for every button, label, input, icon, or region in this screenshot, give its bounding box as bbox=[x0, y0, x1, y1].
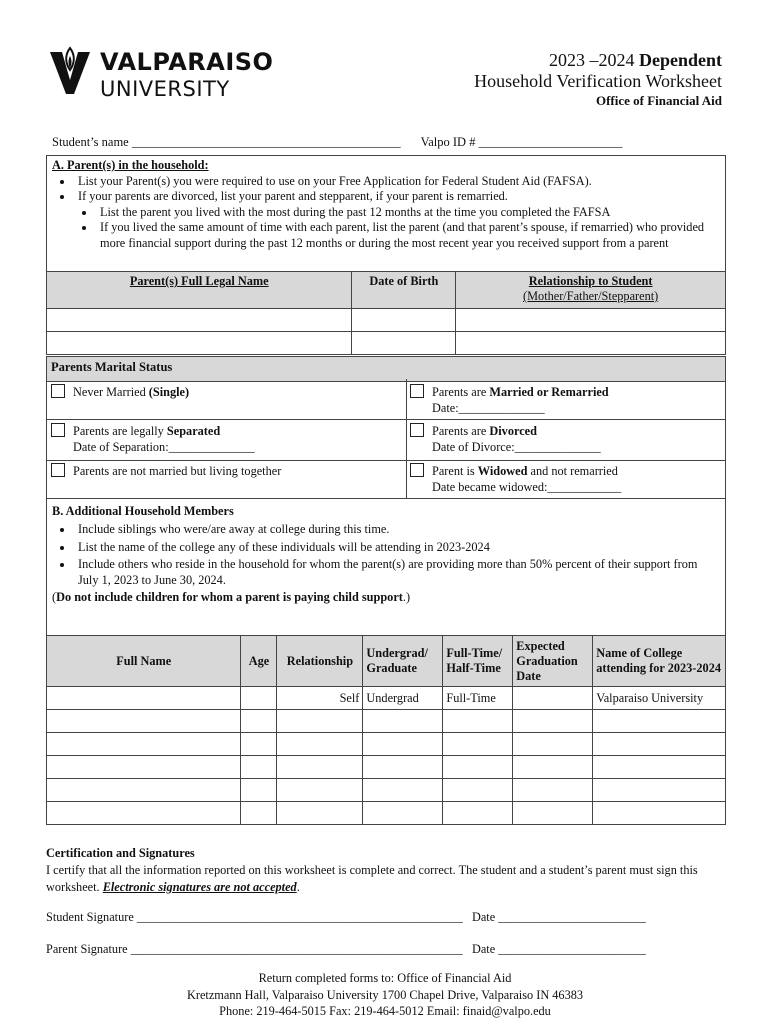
parent-dob-cell[interactable] bbox=[352, 309, 456, 332]
option-never-married: Never Married (Single) bbox=[51, 384, 189, 401]
marital-status-section bbox=[46, 356, 726, 499]
parents-table bbox=[46, 271, 726, 355]
married-date-field[interactable]: Date:______________ bbox=[432, 400, 545, 415]
list-item: • List the parent you lived with the most during the past 12 months at the time you completed the FAFSA bbox=[96, 205, 720, 221]
table-row bbox=[47, 332, 726, 355]
option-living-together: Parents are not married but living together bbox=[51, 463, 281, 480]
title-year: 2023 –2024 bbox=[548, 50, 639, 70]
member-relationship-cell[interactable]: Self bbox=[277, 687, 363, 710]
parent-dob-cell[interactable] bbox=[352, 332, 456, 355]
footer bbox=[0, 970, 770, 1020]
title-worksheet: Household Verification Worksheet bbox=[474, 70, 722, 91]
footer-line-2: Kretzmann Hall, Valparaiso University 1700 Chapel Drive, Valparaiso IN 46383 bbox=[186, 987, 584, 1002]
list-item: • If your parents are divorced, list your parent and stepparent, if your parent is remarried. bbox=[74, 189, 720, 205]
logo-line-1: VALPARAISO bbox=[100, 48, 274, 76]
separated-checkbox[interactable] bbox=[51, 423, 65, 437]
list-item: • If you lived the same amount of time with each parent, list the parent (and that parent’s spouse, if remarried) who provided more financial support during the past 12 months or during the most recent year you received support from a parent bbox=[96, 220, 720, 251]
never-married-checkbox[interactable] bbox=[51, 384, 65, 398]
column-header-dob: Date of Birth bbox=[352, 272, 456, 309]
section-a-sub-bullets bbox=[52, 205, 720, 252]
valpo-id-field[interactable]: Valpo ID # _______________________ bbox=[420, 135, 623, 149]
divorced-checkbox[interactable] bbox=[410, 423, 424, 437]
student-date-field[interactable]: Date ________________________ bbox=[471, 910, 646, 924]
divider bbox=[406, 419, 726, 420]
list-item: • List the name of the college any of these individuals will be attending in 2023-2024 bbox=[74, 538, 720, 556]
footer-line-1: Return completed forms to: Office of Financial Aid bbox=[258, 971, 512, 985]
section-b-note: (Do not include children for whom a parent is paying child support.) bbox=[52, 590, 411, 604]
column-header-level: Undergrad/ Graduate bbox=[363, 636, 443, 687]
member-name-cell[interactable] bbox=[47, 687, 241, 710]
table-row bbox=[47, 802, 726, 825]
logo-line-2: UNIVERSITY bbox=[100, 77, 230, 101]
divider bbox=[47, 460, 406, 461]
relationship-header-sub: (Mother/Father/Stepparent) bbox=[523, 289, 659, 303]
column-header-full-name: Full Name bbox=[47, 636, 241, 687]
member-level-cell[interactable]: Undergrad bbox=[363, 687, 443, 710]
option-separated: Parents are legally Separated Date of Separation:______________ bbox=[51, 423, 255, 455]
column-header-age: Age bbox=[241, 636, 277, 687]
section-a-heading: A. Parent(s) in the household: bbox=[52, 158, 209, 172]
parent-name-cell[interactable] bbox=[47, 309, 352, 332]
column-header-name: Parent(s) Full Legal Name bbox=[47, 272, 352, 309]
divider bbox=[47, 419, 406, 420]
table-row bbox=[47, 687, 726, 710]
household-members-table bbox=[46, 635, 726, 825]
parent-signature-field[interactable]: Parent Signature ______________________________________________________ bbox=[46, 942, 463, 956]
widowed-date-field[interactable]: Date became widowed:____________ bbox=[432, 479, 622, 494]
parent-name-cell[interactable] bbox=[47, 332, 352, 355]
certification-heading: Certification and Signatures bbox=[46, 846, 195, 860]
section-b-heading: B. Additional Household Members bbox=[52, 504, 234, 518]
parent-relationship-cell[interactable] bbox=[456, 309, 726, 332]
section-b-bullets bbox=[52, 520, 720, 588]
separation-date-field[interactable]: Date of Separation:______________ bbox=[73, 439, 255, 454]
option-divorced: Parents are Divorced Date of Divorce:______________ bbox=[410, 423, 601, 455]
divorce-date-field[interactable]: Date of Divorce:______________ bbox=[432, 439, 601, 454]
member-status-cell[interactable]: Full-Time bbox=[443, 687, 513, 710]
student-name-field[interactable]: Student’s name ___________________________________________ bbox=[52, 135, 401, 149]
electronic-signature-warning: Electronic signatures are not accepted bbox=[102, 880, 297, 894]
column-header-status: Full-Time/ Half-Time bbox=[443, 636, 513, 687]
list-item: • Include siblings who were/are away at college during this time. bbox=[74, 520, 720, 538]
student-id-line bbox=[52, 135, 622, 150]
form-title bbox=[474, 50, 722, 109]
student-signature-field[interactable]: Student Signature _____________________________________________________ bbox=[46, 910, 463, 924]
list-item: • Include others who reside in the household for whom the parent(s) are providing more than 50% percent of their support from July 1, 2023 to June 30, 2024. bbox=[74, 556, 720, 588]
divider bbox=[406, 379, 407, 499]
married-checkbox[interactable] bbox=[410, 384, 424, 398]
parent-date-field[interactable]: Date ________________________ bbox=[471, 942, 646, 956]
table-row bbox=[47, 309, 726, 332]
section-b bbox=[46, 498, 726, 636]
member-college-cell[interactable]: Valparaiso University bbox=[593, 687, 726, 710]
member-graduation-cell[interactable] bbox=[513, 687, 593, 710]
certification-text: I certify that all the information reported on this worksheet is complete and correct. The student and a student’s parent must sign this worksheet. Electronic signatures are not accepted. bbox=[46, 863, 698, 894]
university-logo bbox=[48, 44, 278, 106]
certification-section bbox=[46, 845, 726, 896]
section-a-bullets bbox=[52, 174, 720, 205]
column-header-relationship bbox=[456, 272, 726, 309]
living-together-checkbox[interactable] bbox=[51, 463, 65, 477]
section-a bbox=[46, 155, 726, 355]
office-name: Office of Financial Aid bbox=[595, 93, 722, 109]
table-row bbox=[47, 779, 726, 802]
marital-status-heading: Parents Marital Status bbox=[47, 357, 725, 382]
table-row bbox=[47, 710, 726, 733]
divider bbox=[406, 460, 726, 461]
parent-signature-line bbox=[46, 942, 646, 957]
list-item: • List your Parent(s) you were required to use on your Free Application for Federal Student Aid (FAFSA). bbox=[74, 174, 720, 190]
footer-line-3: Phone: 219-464-5015 Fax: 219-464-5012 Email: finaid@valpo.edu bbox=[219, 1004, 551, 1018]
widowed-checkbox[interactable] bbox=[410, 463, 424, 477]
option-married: Parents are Married or Remarried Date:______________ bbox=[410, 384, 609, 416]
student-signature-line bbox=[46, 910, 646, 925]
table-row bbox=[47, 756, 726, 779]
column-header-college: Name of College attending for 2023-2024 bbox=[593, 636, 726, 687]
table-row bbox=[47, 733, 726, 756]
member-age-cell[interactable] bbox=[241, 687, 277, 710]
column-header-graduation: Expected Graduation Date bbox=[513, 636, 593, 687]
column-header-relationship: Relationship bbox=[277, 636, 363, 687]
relationship-header-label: Relationship to Student bbox=[528, 274, 653, 288]
option-widowed: Parent is Widowed and not remarried Date became widowed:____________ bbox=[410, 463, 621, 495]
title-dependent: Dependent bbox=[638, 50, 722, 70]
parent-relationship-cell[interactable] bbox=[456, 332, 726, 355]
torch-logo-icon bbox=[48, 46, 92, 96]
